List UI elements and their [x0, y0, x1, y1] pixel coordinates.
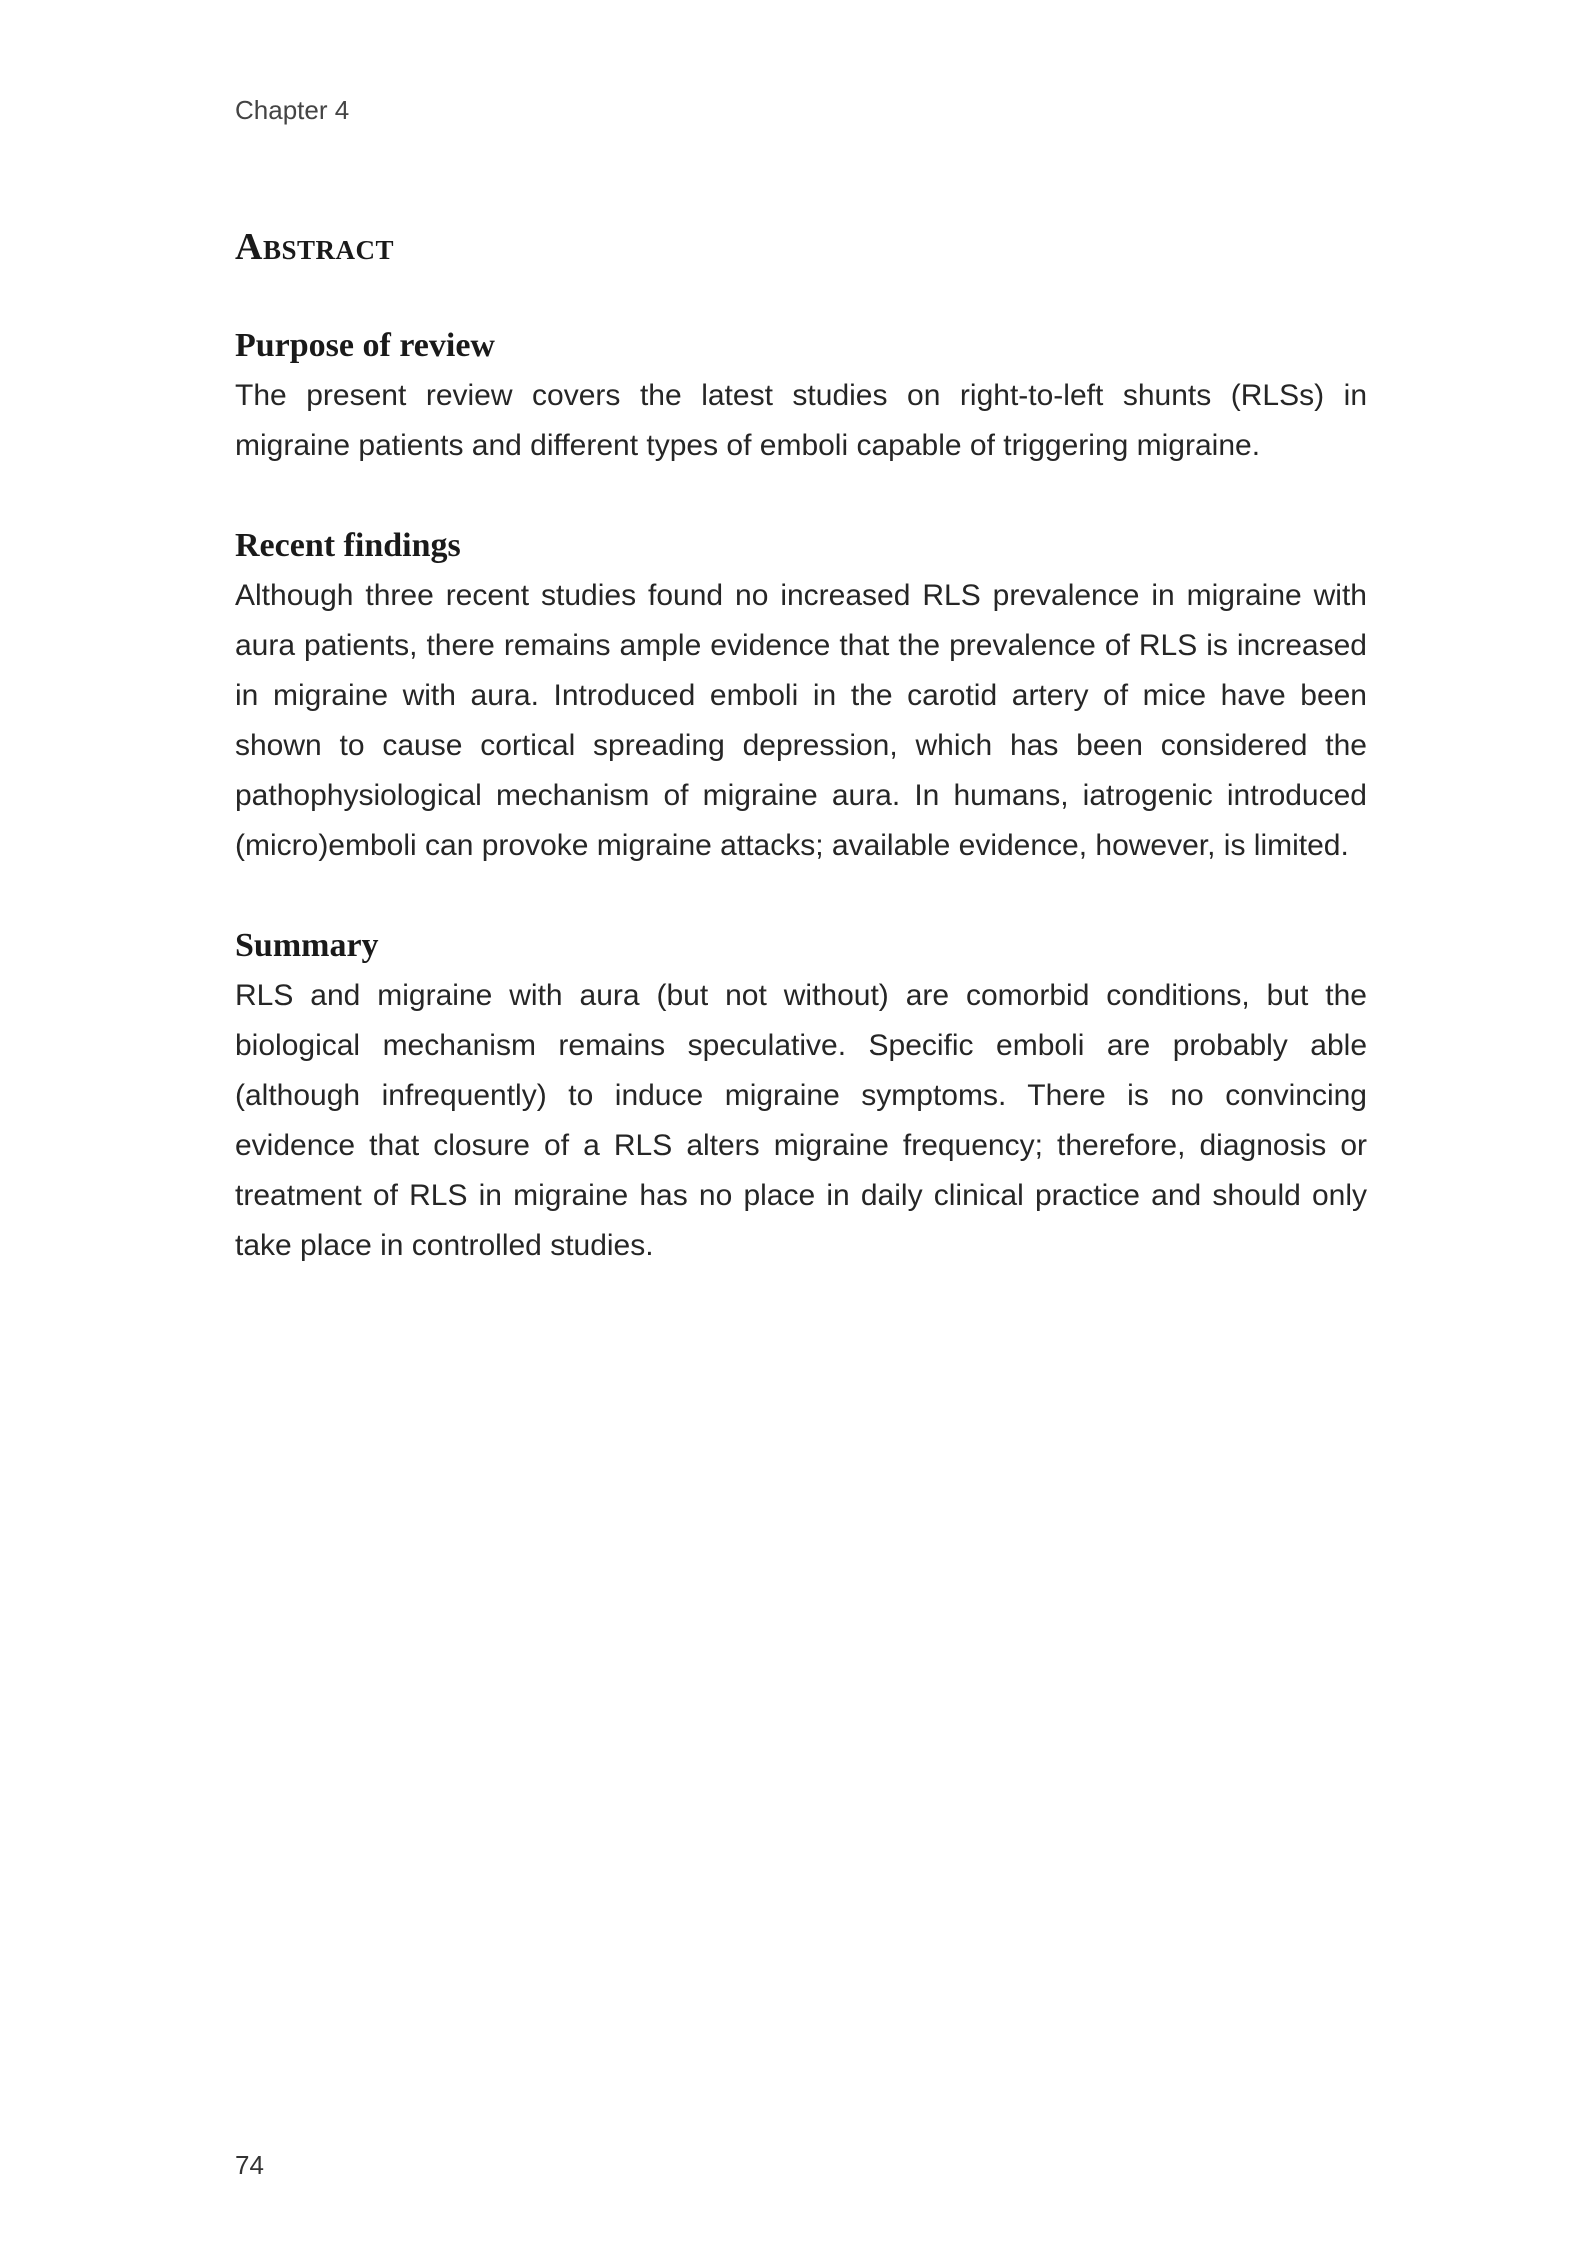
section-body: Although three recent studies found no increased RLS prevalence in migraine with aura patients, there remains ample evidence that the prevalence of RLS is increased in migraine with aura. Introduced emboli in the carotid artery of mice have been shown to cause cortical spreading depression, which has been considered the pathophysiological mechanism of migraine aura. In humans, iatrogenic introduced (micro)emboli can provoke migraine attacks; available evidence, however, is limited.	[235, 579, 1367, 862]
page-number: 74	[235, 2150, 264, 2180]
section-body: RLS and migraine with aura (but not without) are comorbid conditions, but the biological mechanism remains speculative. Specific emboli are probably able (although infrequently) to induce migraine symptoms. There is no convincing evidence that closure of a RLS alters migraine frequency; therefore, diagnosis or treatment of RLS in migraine has no place in daily clinical practice and should only take place in controlled studies.	[235, 979, 1367, 1262]
section-heading: Recent findings	[235, 527, 461, 564]
abstract-content	[235, 225, 1367, 1327]
section-purpose-of-review	[235, 327, 1367, 471]
abstract-title: Abstract	[235, 226, 394, 268]
section-summary	[235, 927, 1367, 1271]
section-heading: Purpose of review	[235, 327, 495, 364]
section-heading: Summary	[235, 927, 379, 964]
running-head: Chapter 4	[235, 95, 350, 125]
section-body: The present review covers the latest studies on right-to-left shunts (RLSs) in migraine patients and different types of emboli capable of triggering migraine.	[235, 379, 1367, 462]
section-recent-findings	[235, 527, 1367, 871]
